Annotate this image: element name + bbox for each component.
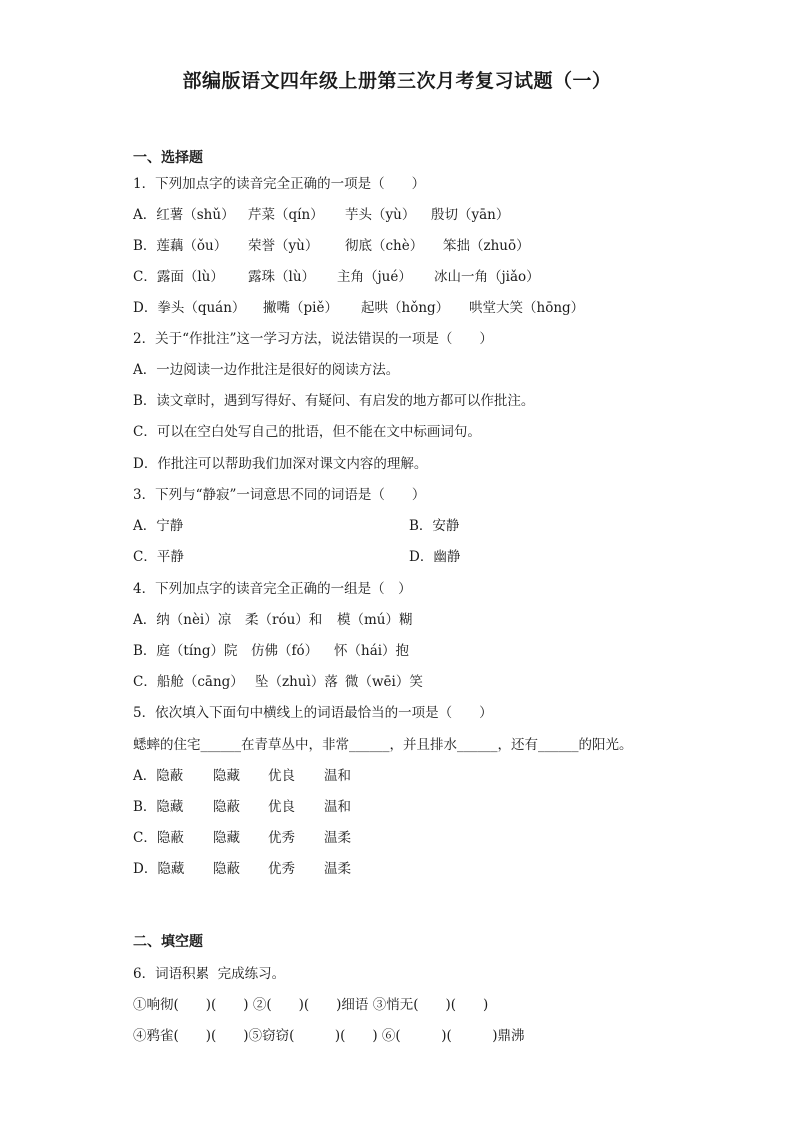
section-heading-choice: 一、选择题 <box>133 150 203 166</box>
option-item: 微（wēi）笑 <box>345 674 423 690</box>
question-6-line-1: ①响彻( )( ) ②( )( )细语 ③悄无( )( ) <box>133 997 489 1013</box>
option-item: 怀（hái）抱 <box>334 643 410 659</box>
question-2-option-a: A．一边阅读一边作批注是很好的阅读方法。 <box>133 362 400 378</box>
question-5-stem: 5．依次填入下面句中横线上的词语最恰当的一项是（ ） <box>133 705 493 721</box>
question-6-stem: 6．词语积累 完成练习。 <box>133 966 286 982</box>
option-item: A．红薯（shǔ） <box>133 207 235 223</box>
question-5-sentence: 蟋蟀的住宅______在青草丛中，非常______，并且排水______，还有______的阳光。 <box>133 737 633 753</box>
section-heading-fill-in: 二、填空题 <box>133 934 203 950</box>
option-item: 温和 <box>324 768 351 784</box>
question-2-stem: 2．关于“作批注”这一学习方法，说法错误的一项是（ ） <box>133 331 493 347</box>
option-item: 温柔 <box>324 861 351 877</box>
option-item: 温柔 <box>324 830 351 846</box>
option-item: 笨拙（zhuō） <box>443 238 530 254</box>
option-item: 露珠（lù） <box>248 269 316 285</box>
option-item: 坠（zhuì）落 <box>255 674 338 690</box>
option-item: A．纳（nèi）凉 <box>133 612 232 628</box>
question-6-line-2: ④鸦雀( )( )⑤窃窃( )( ) ⑥( )( )鼎沸 <box>133 1028 525 1044</box>
option-item: 仿佛（fó） <box>251 643 319 659</box>
option-item: 优良 <box>268 768 295 784</box>
option-item: A．宁静 <box>133 518 184 534</box>
question-3-stem: 3．下列与“静寂”一词意思不同的词语是（ ） <box>133 487 426 503</box>
option-item: 隐蔽 <box>213 861 240 877</box>
option-item: C．露面（lù） <box>133 269 224 285</box>
option-item: 殷切（yān） <box>431 207 510 223</box>
option-item: D．幽静 <box>409 549 461 565</box>
option-item: B．安静 <box>409 518 460 534</box>
option-item: 隐藏 <box>213 768 240 784</box>
page-title: 部编版语文四年级上册第三次月考复习试题（一） <box>182 70 612 92</box>
option-item: 柔（róu）和 <box>245 612 323 628</box>
option-item: 模（mú）糊 <box>337 612 413 628</box>
option-item: D．隐藏 <box>133 861 185 877</box>
option-item: D．拳头（quán） <box>133 300 246 316</box>
option-item: 哄堂大笑（hōng） <box>469 300 585 316</box>
option-item: 优秀 <box>268 830 295 846</box>
option-item: C．隐蔽 <box>133 830 184 846</box>
question-2-option-c: C．可以在空白处写自己的批语，但不能在文中标画词句。 <box>133 424 481 440</box>
option-item: 优秀 <box>268 861 295 877</box>
option-item: A．隐蔽 <box>133 768 184 784</box>
option-item: 撇嘴（piě） <box>263 300 338 316</box>
question-4-stem: 4．下列加点字的读音完全正确的一组是（ ） <box>133 581 412 597</box>
option-item: 芹菜（qín） <box>248 207 324 223</box>
question-2-option-b: B．读文章时，遇到写得好、有疑问、有启发的地方都可以作批注。 <box>133 393 535 409</box>
option-item: 荣誉（yù） <box>248 238 319 254</box>
option-item: B．隐藏 <box>133 799 184 815</box>
option-item: 优良 <box>268 799 295 815</box>
option-item: C．平静 <box>133 549 184 565</box>
option-item: 彻底（chè） <box>345 238 424 254</box>
option-item: B．莲藕（ǒu） <box>133 238 228 254</box>
option-item: 芋头（yù） <box>345 207 416 223</box>
option-item: 隐蔽 <box>213 799 240 815</box>
question-2-option-d: D．作批注可以帮助我们加深对课文内容的理解。 <box>133 456 428 472</box>
question-1-stem: 1．下列加点字的读音完全正确的一项是（ ） <box>133 176 426 192</box>
option-item: 主角（jué） <box>337 269 412 285</box>
question-5-option-d <box>133 857 351 937</box>
option-item: 温和 <box>324 799 351 815</box>
option-item: 起哄（hǒng） <box>361 300 450 316</box>
option-item: C．船舱（cāng） <box>133 674 244 690</box>
option-item: B．庭（tíng）院 <box>133 643 238 659</box>
option-item: 冰山一角（jiǎo） <box>434 269 540 285</box>
option-item: 隐藏 <box>213 830 240 846</box>
